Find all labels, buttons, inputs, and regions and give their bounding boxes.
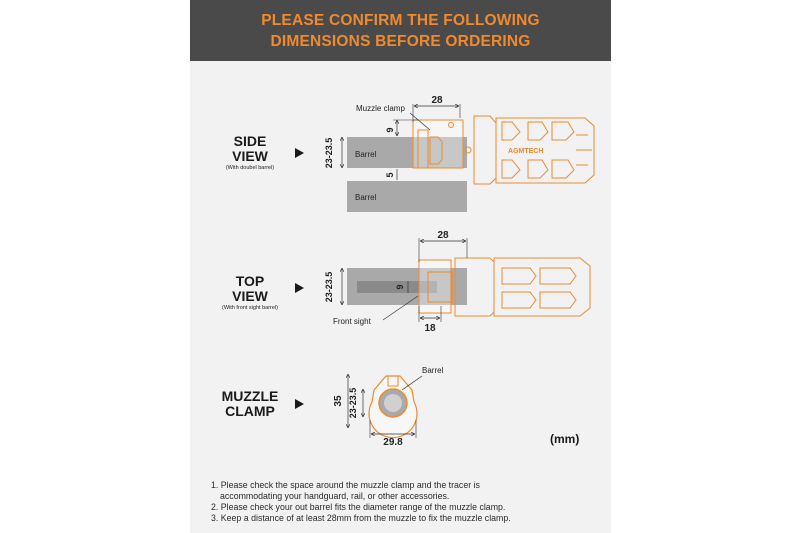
side-dim-28-text: 28 — [431, 95, 443, 106]
product-info-panel — [190, 0, 611, 533]
top-muzzle-device — [419, 258, 590, 316]
units-label: (mm) — [550, 432, 580, 446]
clamp-dim-35-text: 35 — [333, 395, 344, 407]
muzzle-clamp-drawing — [333, 366, 444, 448]
side-muzzle-clamp-label: Muzzle clamp — [356, 104, 405, 113]
side-view-subtitle: (With doubel barrel) — [225, 165, 275, 171]
header-title-line2: DIMENSIONS BEFORE ORDERING — [270, 32, 531, 50]
top-front-sight-label: Front sight — [333, 317, 371, 326]
note-line-1: 1. Please check the space around the muzzle clamp and the tracer is — [211, 480, 480, 490]
header-title-line1: PLEASE CONFIRM THE FOLLOWING — [261, 11, 540, 29]
top-dim-barrel-text: 23-23.5 — [324, 271, 334, 303]
side-view-title-line2: VIEW — [232, 148, 268, 164]
side-dim-5-text: 5 — [385, 172, 395, 178]
top-dim-28-text: 28 — [437, 230, 449, 241]
top-view-subtitle: (With front sight barrel) — [222, 305, 278, 311]
note-line-4: 3. Keep a distance of at least 28mm from the muzzle to fix the muzzle clamp. — [211, 513, 511, 523]
note-line-2: accommodating your handguard, rail, or other accessories. — [220, 491, 450, 501]
side-dim-barrel-text: 23-23.5 — [324, 137, 334, 169]
top-dim-18-text: 18 — [424, 323, 436, 334]
muzzle-clamp-title-line1: MUZZLE — [221, 388, 279, 404]
side-view-title-line1: SIDE — [233, 133, 267, 149]
side-barrel-lower-label: Barrel — [355, 193, 377, 202]
muzzle-clamp-title-line2: CLAMP — [225, 403, 275, 419]
top-view-title-line1: TOP — [235, 273, 265, 289]
side-muzzle-device — [413, 116, 594, 184]
top-view-title-line2: VIEW — [232, 288, 268, 304]
clamp-dim-29-text: 29.8 — [383, 437, 403, 448]
note-line-3: 2. Please check your out barrel fits the diameter range of the muzzle clamp. — [211, 502, 506, 512]
clamp-barrel-label: Barrel — [422, 366, 444, 375]
side-brand-logo: AGMTECH — [508, 148, 544, 155]
dimension-diagram — [190, 0, 611, 470]
top-view-drawing — [324, 230, 590, 334]
side-view-drawing — [324, 95, 594, 212]
side-barrel-upper-label: Barrel — [355, 150, 377, 159]
side-dim-9-text: 9 — [385, 127, 395, 133]
clamp-barrel-bore — [384, 394, 402, 412]
clamp-dim-inner-text: 23-23.5 — [348, 387, 358, 419]
top-dim-9-text: 9 — [395, 284, 405, 290]
notes-list — [211, 480, 601, 524]
